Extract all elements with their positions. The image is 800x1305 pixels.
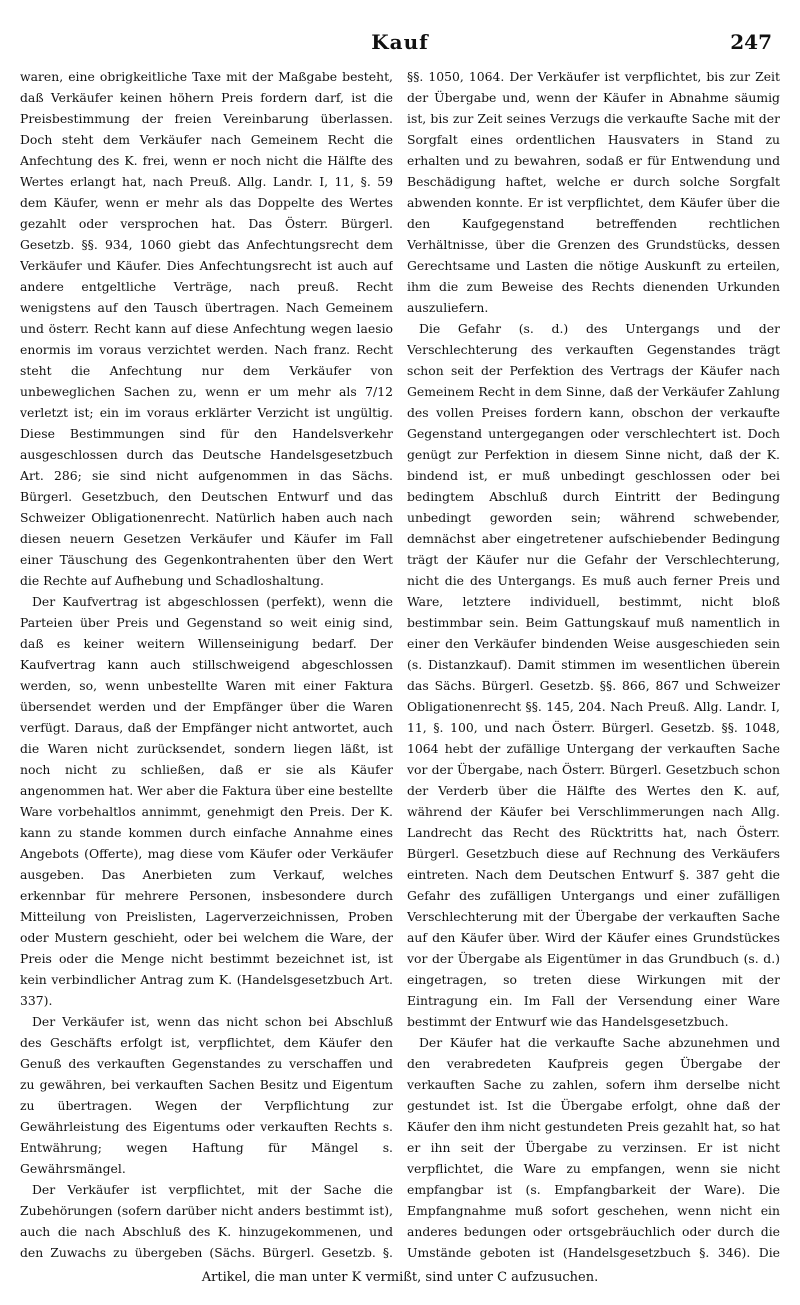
left-column bbox=[20, 66, 393, 1266]
page-header bbox=[20, 30, 780, 60]
paragraph: Der Verkäufer ist, wenn das nicht schon bei Abschluß des Geschäfts erfolgt ist, verpflichtet, dem Käufer den Genuß des verkauften Gegenstandes zu verschaffen und zu gewähren, bei verkauften Sachen Besitz und Eigentum zu übertragen. Wegen der Verpflichtung zur Gewährleistung des Eigentums oder verkauften Rechts s. Entwährung; wegen Haftung für Mängel s. Gewährsmängel. bbox=[20, 1014, 393, 1176]
paragraph: §§. 1050, 1064. Der Verkäufer ist verpflichtet, bis zur Zeit der Übergabe und, wenn der Käufer in Abnahme säumig ist, bis zur Zeit seines Verzugs die verkaufte Sache mit der Sorgfalt eines ordentlichen Hausvaters in Stand zu erhalten und zu bewahren, sodaß er für Entwendung und Beschädigung haftet, welche er durch solche Sorgfalt abwenden konnte. Er ist verpflichtet, dem Käufer über die den Kaufgegenstand betreffenden rechtlichen Verhältnisse, über die Grenzen des Grundstücks, dessen Gerechtsame und Lasten die nötige Auskunft zu erteilen, ihm die zum Beweise des Rechts dienenden Urkunden auszuliefern. bbox=[407, 69, 780, 315]
text-columns bbox=[20, 66, 780, 1266]
paragraph: Der Verkäufer ist verpflichtet, mit der Sache die Zubehörungen (sofern darüber nicht anders bestimmt ist), auch die nach Abschluß des K. hinzugekommenen, und den Zuwachs zu übergeben (Sächs. Bürgerl. Gesetzb. §. bbox=[20, 1182, 393, 1260]
right-column bbox=[407, 66, 780, 1266]
page-number: 247 bbox=[730, 30, 772, 54]
paragraph: waren, eine obrigkeitliche Taxe mit der Maßgabe besteht, daß Verkäufer keinen höhern Preis fordern darf, ist die Preisbestimmung der freien Vereinbarung überlassen. Doch steht dem Verkäufer nach Gemeinem Recht die Anfechtung des K. frei, wenn er noch nicht die Hälfte des Wertes erlangt hat, nach Preuß. Allg. Landr. I, 11, §. 59 dem Käufer, wenn er mehr als das Doppelte des Wertes gezahlt oder versprochen hat. Das Österr. Bürgerl. Gesetzb. §§. 934, 1060 giebt das Anfechtungsrecht dem Verkäufer und Käufer. Dies Anfechtungsrecht ist auch auf andere entgeltliche Verträge, nach preuß. Recht wenigstens auf den Tausch übertragen. Nach Gemeinem und österr. Recht kann auf diese Anfechtung wegen laesio enormis im voraus verzichtet werden. Nach franz. Recht steht die Anfechtung nur dem Verkäufer von unbeweglichen Sachen zu, wenn er um mehr als 7/12 verletzt ist; ein im voraus erklärter Verzicht ist ungültig. Diese Bestimmungen sind für den Handelsverkehr ausgeschlossen durch das Deutsche Handelsgesetzbuch Art. 286; sie sind nicht aufgenommen in das Sächs. Bürgerl. Gesetzbuch, den Deutschen Entwurf und das Schweizer Obligationenrecht. Natürlich haben auch nach diesen neuern Gesetzen Verkäufer und Käufer im Fall einer Täuschung des Gegenkontrahenten über den Wert die Rechte auf Aufhebung und Schadloshaltung. bbox=[20, 69, 393, 588]
paragraph: Der Kaufvertrag ist abgeschlossen (perfekt), wenn die Parteien über Preis und Gegenstand so weit einig sind, daß es keiner weitern Willenseinigung bedarf. Der Kaufvertrag kann auch stillschweigend abgeschlossen werden, so, wenn unbestellte Waren mit einer Faktura übersendet werden und der Empfänger über die Waren verfügt. Daraus, daß der Empfänger nicht antwortet, auch die Waren nicht zurücksendet, sondern liegen läßt, ist noch nicht zu schließen, daß er sie als Käufer angenommen hat. Wer aber die Faktura über eine bestellte Ware vorbehaltlos annimmt, genehmigt den Preis. Der K. kann zu stande kommen durch einfache Annahme eines Angebots (Offerte), mag diese vom Käufer oder Verkäufer ausgeben. Das Anerbieten zum Verkauf, welches erkennbar für mehrere Personen, insbesondere durch Mitteilung von Preislisten, Lagerverzeichnissen, Proben oder Mustern geschieht, oder bei welchem die Ware, der Preis oder die Menge nicht bestimmt bezeichnet ist, ist kein verbindlicher Antrag zum K. (Handelsgesetzbuch Art. 337). bbox=[20, 594, 393, 1008]
paragraph: Die Gefahr (s. d.) des Untergangs und der Verschlechterung des verkauften Gegenstandes trägt schon seit der Perfektion des Vertrags der Käufer nach Gemeinem Recht in dem Sinne, daß der Verkäufer Zahlung des vollen Preises fordern kann, obschon der verkaufte Gegenstand untergegangen oder verschlechtert ist. Doch genügt zur Perfektion in diesem Sinne nicht, daß der K. bindend ist, er muß unbedingt geschlossen oder bei bedingtem Abschluß durch Eintritt der Bedingung unbedingt geworden sein; während schwebender, demnächst aber eingetretener aufschiebender Bedingung trägt der Käufer nur die Gefahr der Verschlechterung, nicht die des Untergangs. Es muß auch ferner Preis und Ware, letztere individuell, bestimmt, nicht bloß bestimmbar sein. Beim Gattungskauf muß namentlich in einer den Verkäufer bindenden Weise ausgeschieden sein (s. Distanzkauf). Damit stimmen im wesentlichen überein das Sächs. Bürgerl. Gesetzb. §§. 866, 867 und Schweizer Obligationenrecht §§. 145, 204. Nach Preuß. Allg. Landr. I, 11, §. 100, und nach Österr. Bürgerl. Gesetzb. §§. 1048, 1064 hebt der zufällige Untergang der verkauften Sache vor der Übergabe, nach Österr. Bürgerl. Gesetzbuch schon der Verderb über die Hälfte des Wertes den K. auf, während der Käufer bei Verschlimmerungen nach Allg. Landrecht das Recht des Rücktritts hat, nach Österr. Bürgerl. Gesetzbuch diese auf Rechnung des Verkäufers eintreten. Nach dem Deutschen Entwurf §. 387 geht die Gefahr des zufälligen Untergangs und einer zufälligen Verschlechterung mit der Übergabe der verkauften Sache auf den Käufer über. Wird der Käufer eines Grundstückes vor der Übergabe als Eigentümer in das Grundbuch (s. d.) eingetragen, so treten diese Wirkungen mit der Eintragung ein. Im Fall der Versendung einer Ware bestimmt der Entwurf wie das Handelsgesetzbuch. bbox=[407, 321, 780, 1029]
paragraph: Der Käufer hat die verkaufte Sache abzunehmen und den verabredeten Kaufpreis gegen Übergabe der verkauften Sache zu zahlen, sofern ihm derselbe nicht gestundet ist. Ist die Übergabe erfolgt, ohne daß der Käufer den ihm nicht gestundeten Preis gezahlt hat, so hat er ihn seit der Übergabe zu verzinsen. Er ist nicht verpflichtet, die Ware zu empfangen, wenn sie nicht empfangbar ist (s. Empfangbarkeit der Ware). Die Empfangnahme muß sofort geschehen, wenn nicht ein anderes bedungen oder ortsgebräuchlich oder durch die Umstände geboten ist (Handelsgesetzbuch §. 346). Die bbox=[407, 1035, 780, 1260]
page-footer: Artikel, die man unter K vermißt, sind unter C aufzusuchen. bbox=[201, 1270, 599, 1285]
page-title: Kauf bbox=[371, 30, 429, 54]
